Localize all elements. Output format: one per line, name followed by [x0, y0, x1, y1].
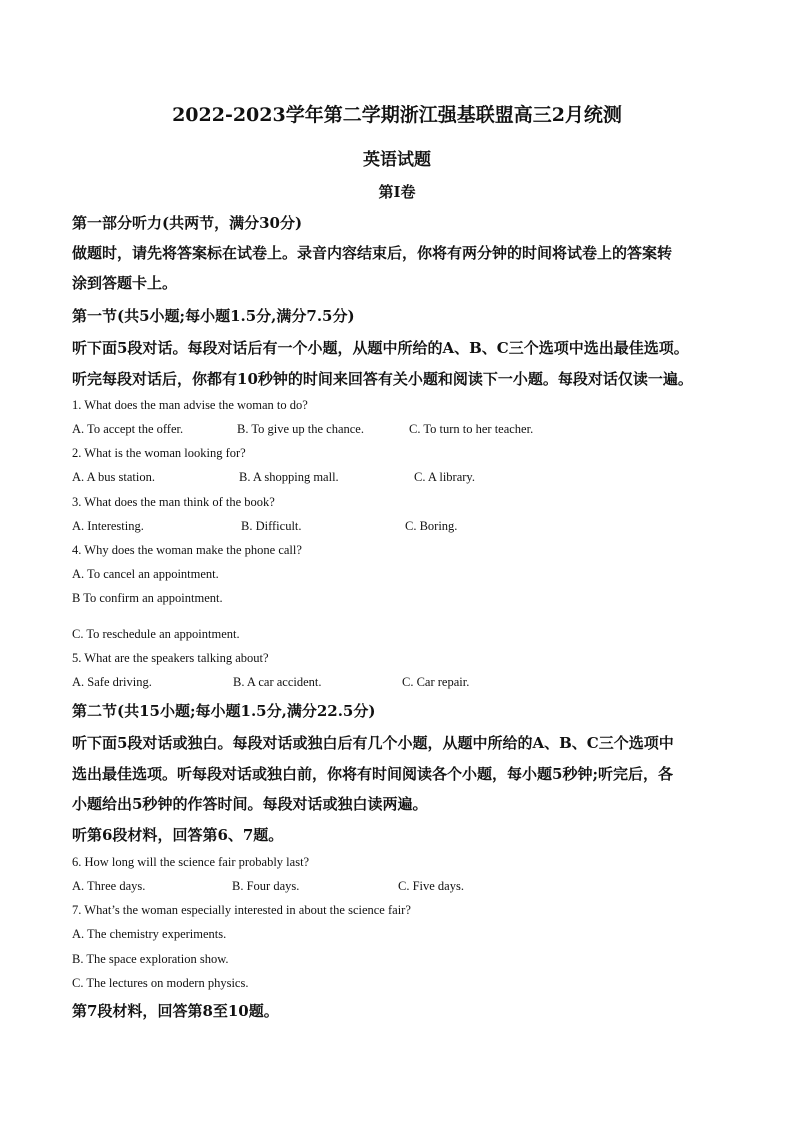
section2-instruction-line: 小题给出5秒钟的作答时间。每段对话或独白读两遍。: [72, 795, 428, 813]
option-c: C. To turn to her teacher.: [409, 422, 534, 436]
section1-instruction-line: 听完每段对话后，你都有10秒钟的时间来回答有关小题和阅读下一小题。每段对话仅读一遍。: [72, 370, 693, 388]
question-text: 5. What are the speakers talking about?: [72, 651, 269, 665]
option-c: C. The lectures on modern physics.: [72, 976, 249, 990]
option-b: B. A car accident.: [233, 675, 322, 689]
option-c: C. Car repair.: [402, 675, 470, 689]
part1-heading: 第一部分听力(共两节，满分30分): [72, 214, 303, 232]
option-a: A. Safe driving.: [72, 675, 152, 689]
part1-instruction-line: 涂到答题卡上。: [72, 274, 178, 292]
option-c: C. A library.: [414, 470, 475, 484]
option-c: C. To reschedule an appointment.: [72, 627, 240, 641]
volume-title: 第I卷: [378, 183, 416, 201]
section1-heading: 第一节(共5小题;每小题1.5分,满分7.5分): [72, 307, 355, 325]
section1-instruction-line: 听下面5段对话。每段对话后有一个小题，从题中所给的A、B、C三个选项中选出最佳选项。: [72, 339, 689, 357]
option-a: A. Three days.: [72, 879, 146, 893]
question-text: 3. What does the man think of the book?: [72, 495, 275, 509]
option-a: A. A bus station.: [72, 470, 155, 484]
option-b: B. To give up the chance.: [237, 422, 364, 436]
option-b: B. A shopping mall.: [239, 470, 339, 484]
option-b: B. The space exploration show.: [72, 952, 229, 966]
exam-title: 2022-2023学年第二学期浙江强基联盟高三2月统测: [172, 104, 622, 126]
question-text: 1. What does the man advise the woman to do?: [72, 398, 308, 412]
question-text: 6. How long will the science fair probably last?: [72, 855, 310, 869]
question-text: 2. What is the woman looking for?: [72, 446, 246, 460]
section2-instruction-line: 听下面5段对话或独白。每段对话或独白后有几个小题，从题中所给的A、B、C三个选项中: [72, 734, 674, 752]
option-a: A. To cancel an appointment.: [72, 567, 219, 581]
option-a: A. The chemistry experiments.: [72, 927, 227, 941]
option-b: B. Difficult.: [241, 519, 302, 533]
option-c: C. Five days.: [398, 879, 464, 893]
option-b: B. Four days.: [232, 879, 300, 893]
part1-instruction-line: 做题时，请先将答案标在试卷上。录音内容结束后，你将有两分钟的时间将试卷上的答案转: [72, 244, 673, 262]
section2-heading: 第二节(共15小题;每小题1.5分,满分22.5分): [72, 702, 376, 720]
question-text: 4. Why does the woman make the phone call?: [72, 543, 302, 557]
material-heading: 听第6段材料，回答第6、7题。: [72, 826, 284, 844]
subject-title: 英语试题: [363, 150, 431, 170]
option-a: A. To accept the offer.: [72, 422, 184, 436]
option-a: A. Interesting.: [72, 519, 144, 533]
section2-instruction-line: 选出最佳选项。听每段对话或独白前，你将有时间阅读各个小题，每小题5秒钟;听完后，各: [72, 765, 673, 783]
option-b: B To confirm an appointment.: [72, 591, 223, 605]
material-heading: 第7段材料，回答第8至10题。: [72, 1002, 279, 1020]
question-text: 7. What’s the woman especially interested in about the science fair?: [72, 903, 411, 917]
option-c: C. Boring.: [405, 519, 458, 533]
